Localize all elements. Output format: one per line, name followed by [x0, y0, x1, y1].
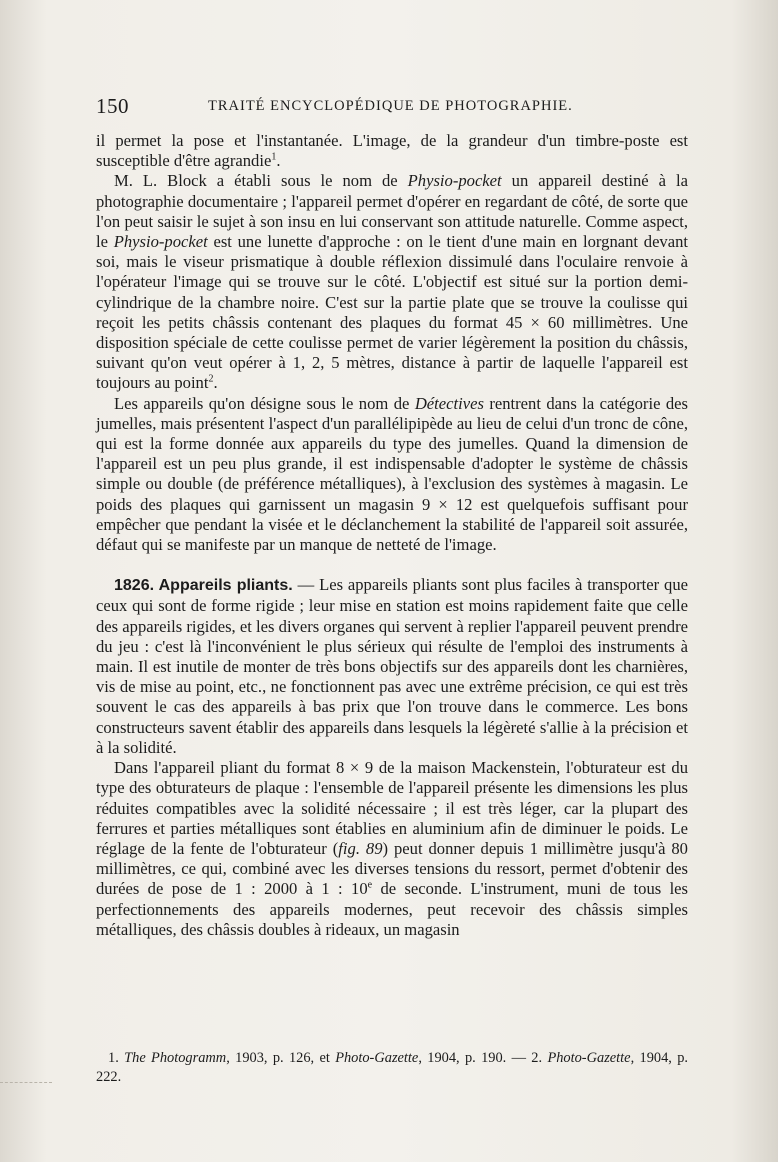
body-text: [96, 131, 688, 940]
footnotes: [96, 1049, 688, 1087]
section-spacer: [96, 555, 688, 575]
page-header: [96, 94, 686, 122]
paragraph-physio-pocket: M. L. Block a établi sous le nom de Physio-pocket un appareil destiné à la photographie documentaire ; l'appareil permet d'opérer en regardant de côté, de sorte que l'on peut saisir le sujet à son insu en lui conservant son attitude naturelle. Comme aspect, le Physio-pocket est une lunette d'approche : on le tient d'une main en lorgnant devant soi, mais le viseur prismatique à double réflexion dissimulé dans l'oculaire renvoie à l'opérateur l'image qui se trouve sur le côté. L'objectif est situé sur la portion demi-cylindrique de la chambre noire. C'est sur la partie plate que se trouve la coulisse qui reçoit les petits châssis contenant des plaques du format 45 × 60 millimètres. Une disposition spéciale de cette coulisse permet de varier légèrement la position du châssis, suivant qu'on veut opérer à 1, 2, 5 mètres, distance à partir de laquelle l'appareil est toujours au point$^2$.: [96, 171, 689, 393]
paragraph-continuation: il permet la pose et l'instantanée. L'image, de la grandeur d'un timbre-poste est susceptible d'être agrandie$^1$.: [96, 131, 688, 171]
page-edge-mark: [0, 1082, 52, 1083]
figure-ref[interactable]: fig. 89: [338, 838, 383, 858]
footnote-ref[interactable]: 2: [208, 373, 214, 385]
page-number: 150: [96, 94, 129, 118]
footnote-ref[interactable]: 1: [271, 151, 277, 163]
section-1826: 1826. Appareils pliants. — Les appareils pliants sont plus faciles à transporter que ceux qui sont de forme rigide ; leur mise en station est moins rapidement faite que celle des appareils rigides, et les divers organes qui servent à replier l'appareil peuvent prendre du jeu : c'est là l'inconvénient le plus sérieux qui résulte de l'emploi des instruments à main. Il est inutile de monter de très bons objectifs sur des appareils dont les charnières, vis de mise au point, etc., ne fonctionnent pas avec une extrême précision, ce qui est très souvent le cas des appareils à bas prix que l'on trouve dans le commerce. Les bons constructeurs savent établir des appareils dans lesquels la légèreté s'allie à la précision et à la solidité.: [96, 575, 688, 757]
section-heading: 1826. Appareils pliants.: [114, 577, 293, 595]
paragraph-mackenstein: Dans l'appareil pliant du format 8 × 9 de la maison Mackenstein, l'obturateur est du type des obturateurs de plaque : l'ensemble de l'appareil présente les dimensions les plus réduites compatibles avec la solidité nécessaire ; il est très léger, car la plupart des ferrures et parties métalliques sont établies en aluminium afin de diminuer le poids. Le réglage de la fente de l'obturateur (fig. 89) peut donner depuis 1 millimètre jusqu'à 80 millimètres, ce qui, combiné avec les diverses tensions du ressort, permet d'obtenir des durées de pose de 1 : 2000 à 1 : 10e de seconde. L'instrument, muni de tous les perfectionnements des appareils modernes, peut recevoir des châssis simples métalliques, des châssis doubles à rideaux, un magasin: [96, 758, 688, 939]
running-title: TRAITÉ ENCYCLOPÉDIQUE DE PHOTOGRAPHIE.: [208, 98, 573, 114]
footnote: 1. The Photogramm, 1903, p. 126, et Photo-Gazette, 1904, p. 190. — 2. Photo-Gazette, 1904, p. 222.: [96, 1050, 689, 1085]
paragraph-detectives: Les appareils qu'on désigne sous le nom de Détectives rentrent dans la catégorie des jumelles, mais présentent l'aspect d'un parallélipipède au lieu de celui d'un tronc de cône, qui est la forme donnée aux appareils du type des jumelles. Quand la dimension de l'appareil est un peu plus grande, il est indispensable d'adopter le système de châssis simple ou double (de préférence métalliques), à l'exclusion des systèmes à magasin. Le poids des plaques qui garnissent un magasin 9 × 12 est quelquefois suffisant pour empêcher que pendant la visée et le déclanchement la stabilité de l'appareil soit assurée, défaut qui se manifeste par un manque de netteté de l'image.: [96, 393, 688, 555]
